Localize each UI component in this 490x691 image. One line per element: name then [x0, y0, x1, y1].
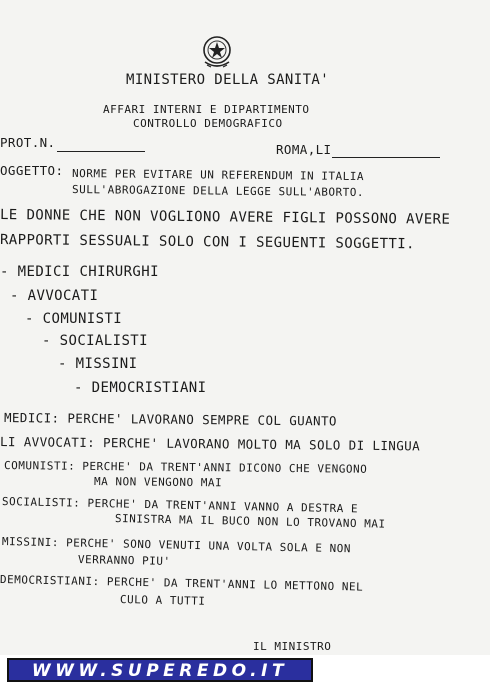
reason-comunisti-line-2: MA NON VENGONO MAI	[93, 475, 223, 490]
intro-line-1: LE DONNE CHE NON VOGLIONO AVERE FIGLI POSSONO AVERE	[0, 207, 451, 228]
reason-missini-line-2: VERRANNO PIU'	[77, 553, 171, 568]
reason-democristiani-line-1: DEMOCRISTIANI: PERCHE' DA TRENT'ANNI LO METTONO NEL	[0, 573, 364, 594]
ministry-title: MINISTERO DELLA SANITA'	[126, 72, 330, 88]
site-url: WWW.SUPEREDO.IT	[31, 661, 289, 681]
reason-missini-line-1: MISSINI: PERCHE' SONO VENUTI UNA VOLTA SOLA E NON	[1, 535, 352, 556]
department-line-1: AFFARI INTERNI E DIPARTIMENTO	[103, 103, 310, 116]
reason-avvocati: LI AVVOCATI: PERCHE' LAVORANO MOLTO MA SOLO DI LINGUA	[0, 434, 421, 454]
protocol-label: PROT.N.	[0, 135, 56, 150]
department-line-2: CONTROLLO DEMOGRAFICO	[133, 117, 283, 130]
list-item: - MEDICI CHIRURGHI	[0, 264, 159, 280]
list-item: - AVVOCATI	[10, 288, 99, 304]
place-date-label: ROMA,LI	[276, 142, 332, 157]
reason-socialisti-line-2: SINISTRA MA IL BUCO NON LO TROVANO MAI	[114, 512, 386, 531]
list-item: - SOCIALISTI	[42, 333, 148, 349]
italian-republic-emblem-icon	[201, 34, 233, 70]
subject-label: OGGETTO:	[0, 163, 64, 178]
list-item: - MISSINI	[58, 356, 138, 372]
protocol-blank-line	[57, 151, 145, 152]
date-blank-line	[332, 157, 440, 158]
site-link[interactable]	[7, 658, 313, 682]
subject-line-2: SULL'ABROGAZIONE DELLA LEGGE SULL'ABORTO.	[71, 183, 365, 200]
footer-banner	[0, 655, 490, 691]
signature-line: IL MINISTRO	[253, 640, 332, 653]
reason-socialisti-line-1: SOCIALISTI: PERCHE' DA TRENT'ANNI VANNO A DESTRA E	[1, 495, 359, 516]
reason-comunisti-line-1: COMUNISTI: PERCHE' DA TRENT'ANNI DICONO CHE VENGONO	[3, 459, 368, 476]
subject-line-1: NORME PER EVITARE UN REFERENDUM IN ITALIA	[71, 167, 365, 184]
reason-democristiani-line-2: CULO A TUTTI	[119, 593, 206, 608]
list-item: - COMUNISTI	[25, 311, 123, 327]
list-item: - DEMOCRISTIANI	[74, 380, 207, 396]
intro-line-2: RAPPORTI SESSUALI SOLO CON I SEGUENTI SOGGETTI.	[0, 232, 416, 253]
reason-medici: MEDICI: PERCHE' LAVORANO SEMPRE COL GUANTO	[3, 410, 337, 429]
